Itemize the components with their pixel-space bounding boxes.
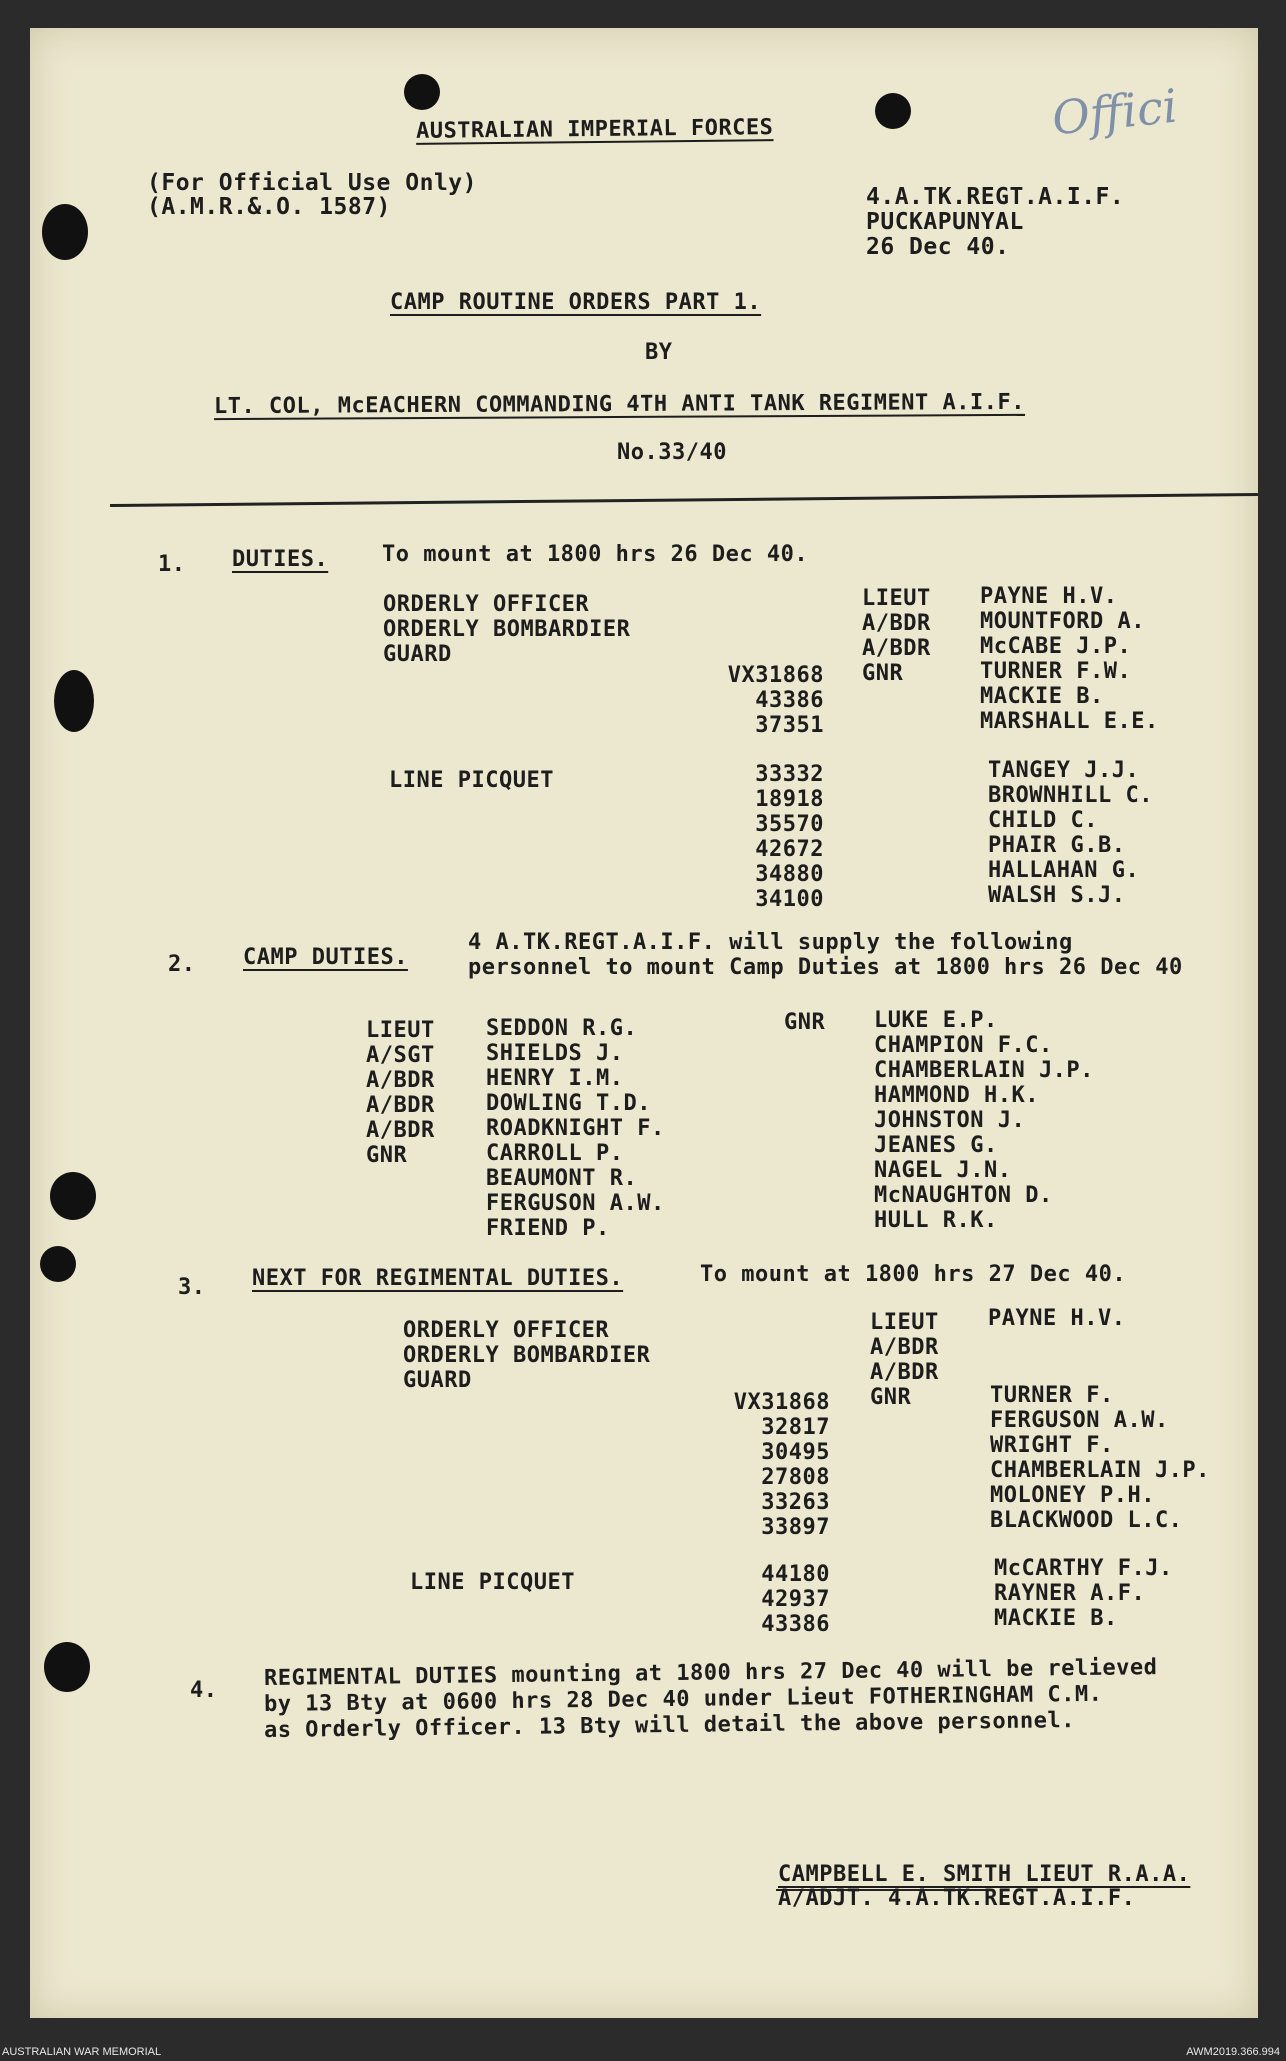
personnel-name: PHAIR G.B.: [988, 833, 1126, 858]
personnel-name: NAGEL J.N.: [874, 1158, 1012, 1183]
section-number: 4.: [190, 1678, 218, 1703]
service-number: 33332: [755, 762, 824, 787]
service-number: 34880: [755, 862, 824, 887]
classification-line: (For Official Use Only): [147, 170, 477, 196]
reference-line: (A.M.R.&.O. 1587): [147, 194, 391, 220]
duty-label: ORDERLY OFFICER: [383, 592, 590, 617]
service-number: VX31868: [733, 1390, 830, 1415]
duty-labels: [383, 592, 630, 667]
personnel-name: FERGUSON A.W.: [486, 1191, 665, 1216]
personnel-name: MOLONEY P.H.: [990, 1483, 1155, 1508]
personnel-name: TURNER F.: [990, 1383, 1114, 1408]
name-column: [980, 584, 1159, 734]
picquet-numbers: [718, 1562, 830, 1637]
rank: GNR: [366, 1143, 408, 1168]
duty-label: ORDERLY BOMBARDIER: [383, 617, 631, 642]
personnel-name: HAMMOND H.K.: [874, 1083, 1039, 1108]
rank: LIEUT: [366, 1018, 435, 1043]
picquet-numbers: [712, 762, 824, 912]
personnel-name: FERGUSON A.W.: [990, 1408, 1169, 1433]
rank: A/BDR: [366, 1068, 435, 1093]
rank: A/BDR: [870, 1360, 939, 1385]
unit-name: 4.A.TK.REGT.A.I.F.: [866, 184, 1125, 210]
section-intro: 4 A.TK.REGT.A.I.F. will supply the following: [468, 930, 1073, 955]
service-number: 42672: [755, 837, 824, 862]
service-number: 30495: [761, 1440, 830, 1465]
handwritten-annotation: Offici: [1049, 78, 1180, 146]
signature-block: CAMPBELL E. SMITH LIEUT R.A.A.: [778, 1862, 1191, 1887]
location: PUCKAPUNYAL: [866, 209, 1024, 235]
personnel-name: SEDDON R.G.: [486, 1016, 638, 1041]
personnel-name: MARSHALL E.E.: [980, 709, 1159, 734]
punch-hole: [44, 1642, 90, 1692]
personnel-name: ROADKNIGHT F.: [486, 1116, 665, 1141]
personnel-name: HENRY I.M.: [486, 1066, 624, 1091]
personnel-name: SHIELDS J.: [486, 1041, 624, 1066]
punch-hole: [54, 670, 94, 732]
service-number: 33897: [761, 1515, 830, 1540]
personnel-name: CHAMPION F.C.: [874, 1033, 1053, 1058]
punch-hole: [875, 93, 911, 129]
commander-line: LT. COL, McEACHERN COMMANDING 4TH ANTI TANK REGIMENT A.I.F.: [213, 389, 1026, 420]
rank: A/BDR: [366, 1093, 435, 1118]
section-number: 2.: [168, 952, 196, 977]
service-number: 32817: [761, 1415, 830, 1440]
rank-column: [870, 1310, 939, 1410]
rank: GNR: [862, 661, 904, 686]
rank: A/BDR: [366, 1118, 435, 1143]
duty-label: GUARD: [383, 642, 452, 667]
section-intro: To mount at 1800 hrs 26 Dec 40.: [382, 542, 809, 567]
picquet-names: [988, 758, 1153, 908]
guard-names: [990, 1383, 1210, 1533]
service-number: 33263: [761, 1490, 830, 1515]
service-number: 44180: [761, 1562, 830, 1587]
personnel-name: TANGEY J.J.: [988, 758, 1140, 783]
rank: A/BDR: [862, 611, 931, 636]
personnel-name: FRIEND P.: [486, 1216, 610, 1241]
orders-by: BY: [645, 340, 673, 365]
section-heading: NEXT FOR REGIMENTAL DUTIES.: [252, 1266, 624, 1291]
duty-label: GUARD: [403, 1368, 472, 1393]
personnel-name: LUKE E.P.: [874, 1008, 998, 1033]
service-number: 18918: [755, 787, 824, 812]
rank: LIEUT: [870, 1310, 939, 1335]
personnel-name: WRIGHT F.: [990, 1433, 1114, 1458]
orders-title: CAMP ROUTINE ORDERS PART 1.: [390, 290, 762, 315]
personnel-name: MACKIE B.: [994, 1606, 1118, 1631]
personnel-name: CHAMBERLAIN J.P.: [990, 1458, 1210, 1483]
rank: A/SGT: [366, 1043, 435, 1068]
personnel-name: McCARTHY F.J.: [994, 1556, 1173, 1581]
section-intro: personnel to mount Camp Duties at 1800 hrs 26 Dec 40: [468, 955, 1183, 980]
personnel-name: PAYNE H.V.: [980, 584, 1118, 609]
service-number: VX31868: [727, 663, 824, 688]
guard-numbers: [718, 1390, 830, 1540]
duty-labels: [403, 1318, 650, 1393]
footer-reference: AWM2019.366.994: [1186, 2046, 1280, 2058]
personnel-name: JOHNSTON J.: [874, 1108, 1026, 1133]
personnel-name: DOWLING T.D.: [486, 1091, 651, 1116]
service-number: 35570: [755, 812, 824, 837]
personnel-name: McCABE J.P.: [980, 634, 1132, 659]
section-intro: To mount at 1800 hrs 27 Dec 40.: [700, 1262, 1127, 1287]
paragraph-line: REGIMENTAL DUTIES mounting at 1800 hrs 27 Dec 40 will be relieved: [263, 1655, 1158, 1691]
orders-number: No.33/40: [617, 440, 727, 465]
duty-label: ORDERLY OFFICER: [403, 1318, 610, 1343]
personnel-name: HALLAHAN G.: [988, 858, 1140, 883]
personnel-name: CHAMBERLAIN J.P.: [874, 1058, 1094, 1083]
signature-title: A/ADJT. 4.A.TK.REGT.A.I.F.: [778, 1886, 1136, 1911]
rank: A/BDR: [870, 1335, 939, 1360]
rank-column: [862, 586, 931, 686]
picquet-names: [994, 1556, 1173, 1631]
section-number: 3.: [178, 1275, 206, 1300]
rank: A/BDR: [862, 636, 931, 661]
punch-hole: [404, 74, 440, 110]
section-number: 1.: [158, 552, 186, 577]
paragraph-line: by 13 Bty at 0600 hrs 28 Dec 40 under Lieut FOTHERINGHAM C.M.: [263, 1681, 1103, 1717]
punch-hole: [42, 204, 88, 260]
rank: GNR: [784, 1010, 826, 1035]
duty-label: ORDERLY BOMBARDIER: [403, 1343, 651, 1368]
service-number: 27808: [761, 1465, 830, 1490]
guard-numbers: [712, 663, 824, 738]
header-date: 26 Dec 40.: [866, 234, 1010, 260]
service-number: 42937: [761, 1587, 830, 1612]
punch-hole: [40, 1246, 76, 1282]
personnel-name: JEANES G.: [874, 1133, 998, 1158]
rank: GNR: [870, 1385, 912, 1410]
personnel-name: BEAUMONT R.: [486, 1166, 638, 1191]
punch-hole: [50, 1172, 96, 1220]
paragraph-line: as Orderly Officer. 13 Bty will detail the above personnel.: [263, 1708, 1076, 1743]
personnel-name: McNAUGHTON D.: [874, 1183, 1053, 1208]
personnel-name: BLACKWOOD L.C.: [990, 1508, 1183, 1533]
personnel-name: TURNER F.W.: [980, 659, 1132, 684]
camp-rank-column: [366, 1018, 435, 1168]
duty-label: LINE PICQUET: [410, 1570, 575, 1595]
personnel-name: MACKIE B.: [980, 684, 1104, 709]
service-number: 37351: [755, 713, 824, 738]
footer-credit: AUSTRALIAN WAR MEMORIAL: [2, 2046, 162, 2058]
service-number: 43386: [755, 688, 824, 713]
personnel-name: CARROLL P.: [486, 1141, 624, 1166]
personnel-name: WALSH S.J.: [988, 883, 1126, 908]
personnel-name: MOUNTFORD A.: [980, 609, 1145, 634]
document-title: AUSTRALIAN IMPERIAL FORCES: [415, 115, 774, 144]
personnel-name: RAYNER A.F.: [994, 1581, 1146, 1606]
camp-name-column-right: [874, 1008, 1094, 1233]
personnel-name: BROWNHILL C.: [988, 783, 1153, 808]
service-number: 34100: [755, 887, 824, 912]
section-heading: CAMP DUTIES.: [243, 945, 408, 970]
personnel-name: PAYNE H.V.: [988, 1306, 1126, 1331]
personnel-name: HULL R.K.: [874, 1208, 998, 1233]
rank: LIEUT: [862, 586, 931, 611]
personnel-name: CHILD C.: [988, 808, 1098, 833]
service-number: 43386: [761, 1612, 830, 1637]
section-heading: DUTIES.: [232, 547, 329, 572]
camp-name-column: [486, 1016, 665, 1241]
duty-label: LINE PICQUET: [389, 768, 554, 793]
